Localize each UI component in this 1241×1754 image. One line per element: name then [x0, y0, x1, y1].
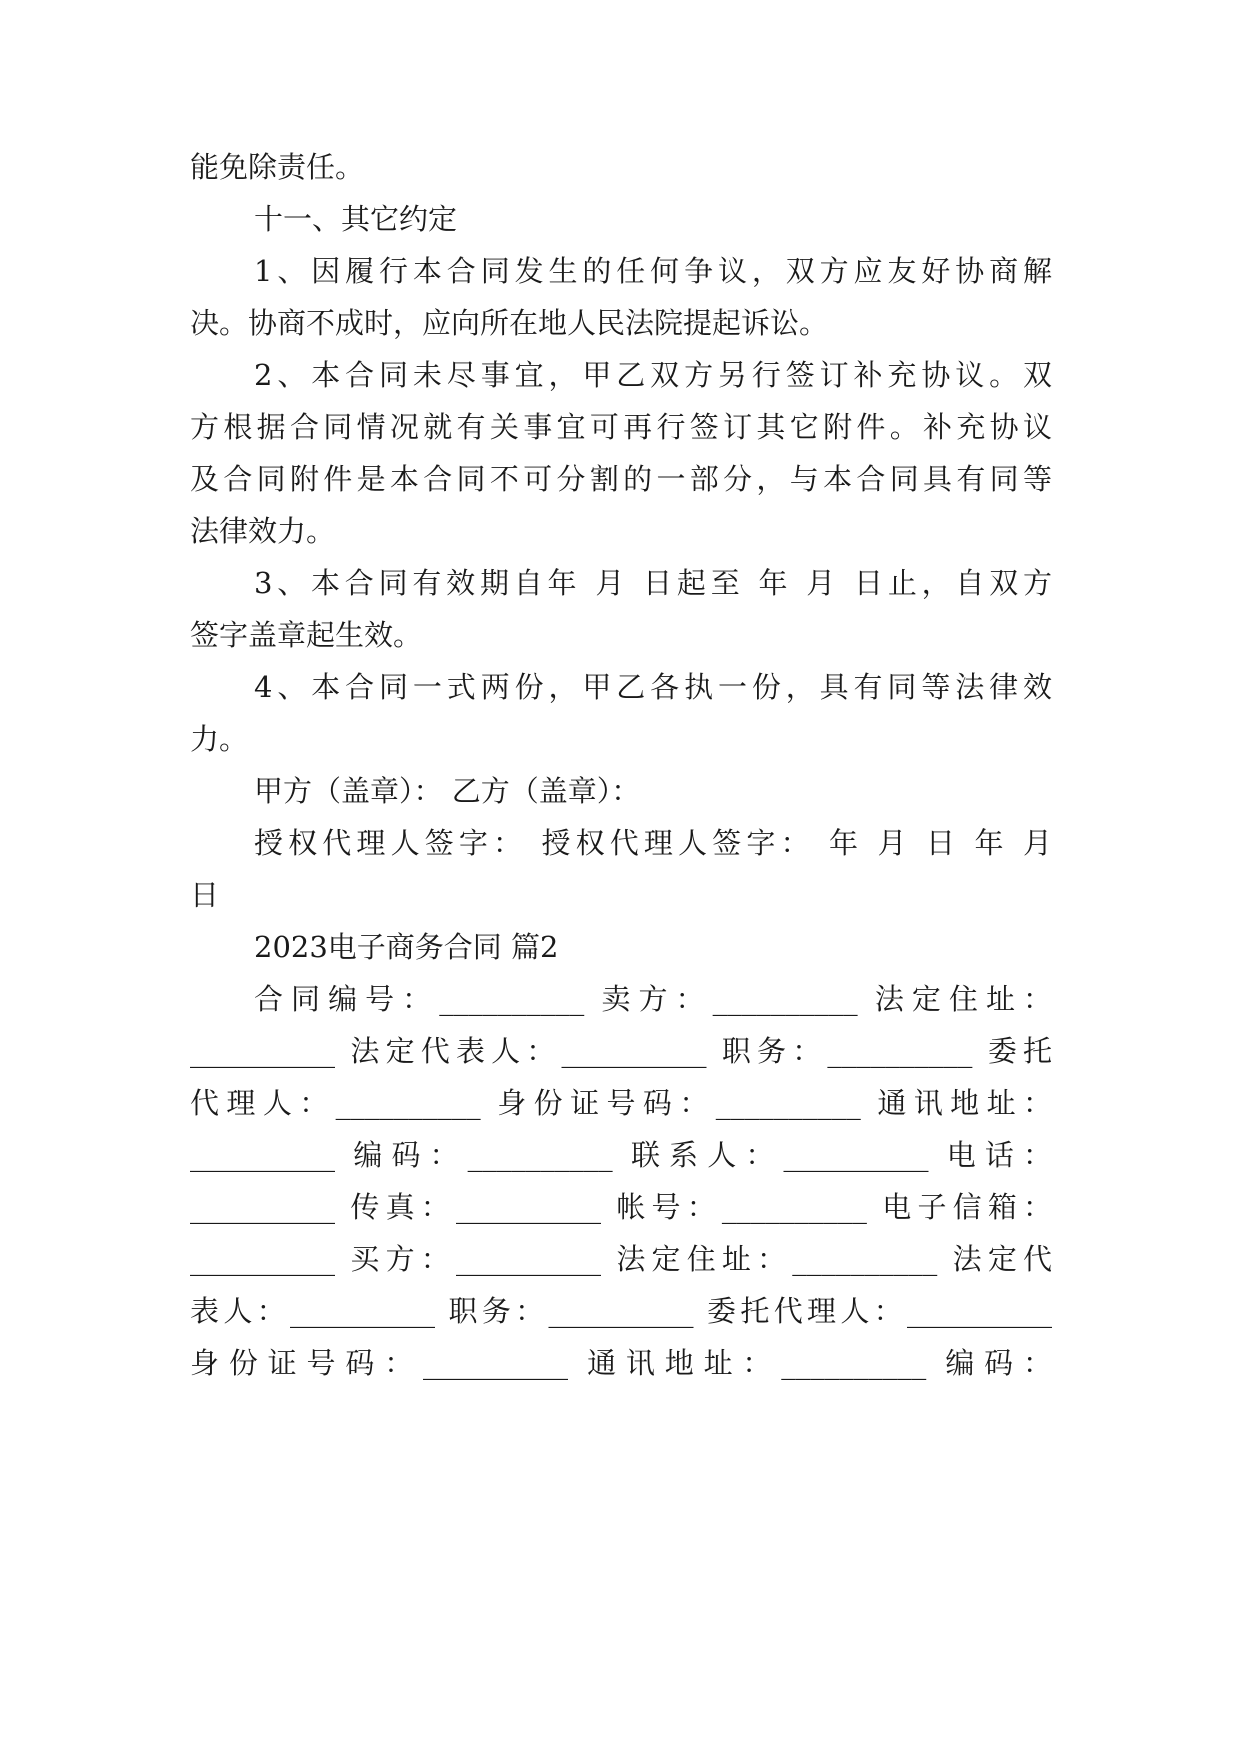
document-page: [190, 0, 1052, 1754]
text-line: __________ 传真：__________ 帐号：__________ 电子信箱：: [190, 1190, 1052, 1224]
text-line: 4、本合同一式两份，甲乙各执一份，具有同等法律效: [254, 670, 1052, 704]
text-line: 代理人：__________ 身份证号码：__________ 通讯地址：: [190, 1086, 1052, 1120]
text-line: 日: [190, 878, 220, 912]
text-line: 方根据合同情况就有关事宜可再行签订其它附件。补充协议: [190, 410, 1052, 444]
text-line: 3、本合同有效期自年 月 日起至 年 月 日止，自双方: [254, 566, 1052, 600]
text-line: 能免除责任。: [190, 150, 365, 184]
section-title: 2023电子商务合同 篇2: [254, 930, 559, 964]
text-line: 合同编号：__________ 卖方：__________ 法定住址：: [254, 982, 1052, 1016]
section-heading: 十一、其它约定: [254, 202, 458, 236]
text-line: __________ 编码：__________ 联系人：__________ 电话：: [190, 1138, 1052, 1172]
text-line: 签字盖章起生效。: [190, 618, 423, 652]
text-line: __________ 法定代表人：__________ 职务：__________ 委托: [190, 1034, 1052, 1068]
text-line: 决。协商不成时，应向所在地人民法院提起诉讼。: [190, 306, 829, 340]
text-line: 力。: [190, 722, 249, 756]
text-line: 法律效力。: [190, 514, 336, 548]
text-line: __________ 买方：__________ 法定住址：__________ 法定代: [190, 1242, 1052, 1276]
text-line: 授权代理人签字： 授权代理人签字： 年 月 日 年 月: [254, 826, 1052, 860]
text-line: 身份证号码：__________ 通讯地址：__________ 编码：: [190, 1346, 1052, 1380]
text-line: 甲方（盖章）： 乙方（盖章）：: [254, 774, 641, 808]
text-line: 1、因履行本合同发生的任何争议，双方应友好协商解: [254, 254, 1052, 288]
text-line: 2、本合同未尽事宜，甲乙双方另行签订补充协议。双: [254, 358, 1052, 392]
text-line: 及合同附件是本合同不可分割的一部分，与本合同具有同等: [190, 462, 1052, 496]
text-line: 表人：__________ 职务：__________ 委托代理人：__________: [190, 1294, 1052, 1328]
